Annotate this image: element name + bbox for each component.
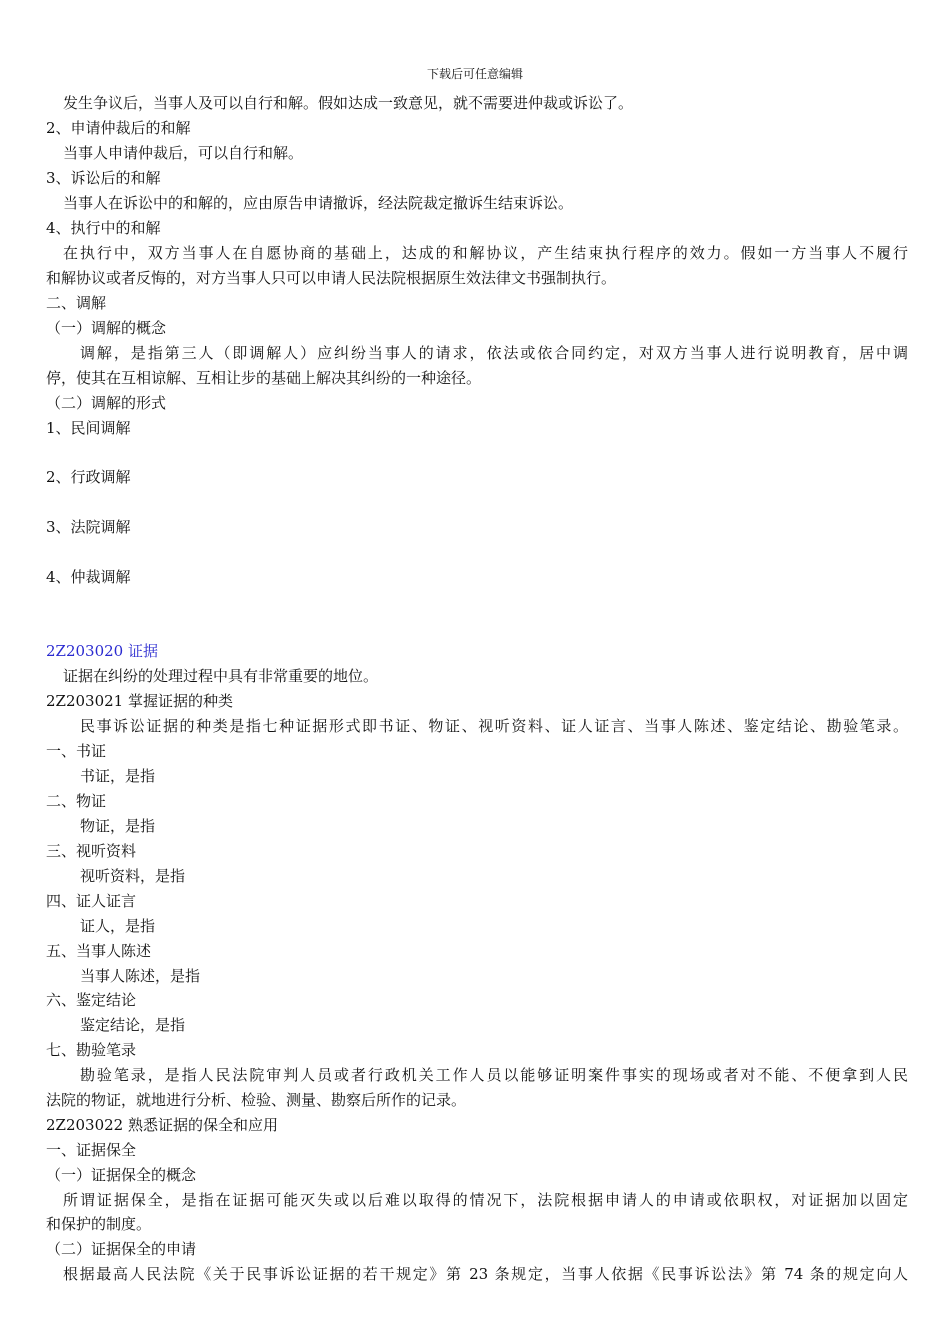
paragraph-line: 发生争议后，当事人及可以自行和解。假如达成一致意见，就不需要进仲裁或诉讼了。 bbox=[63, 94, 634, 112]
paragraph-line: 调解，是指第三人（即调解人）应纠纷当事人的请求，依法或依合同约定，对双方当事人进行说明教育，居中调 bbox=[80, 344, 908, 362]
subheading: 二、物证 bbox=[46, 792, 107, 810]
subheading: 2Z203022 熟悉证据的保全和应用 bbox=[46, 1116, 278, 1134]
paragraph-line: 法院的物证，就地进行分析、检验、测量、勘察后所作的记录。 bbox=[46, 1091, 467, 1109]
paragraph-line: 当事人陈述，是指 bbox=[80, 967, 201, 985]
paragraph-line: 当事人申请仲裁后，可以自行和解。 bbox=[63, 144, 304, 162]
subheading: 一、书证 bbox=[46, 742, 107, 760]
paragraph-line: 在执行中，双方当事人在自愿协商的基础上，达成的和解协议，产生结束执行程序的效力。假如一方当事人不履行 bbox=[63, 244, 908, 262]
subheading: （二）证据保全的申请 bbox=[46, 1240, 197, 1258]
subheading: 2Z203021 掌握证据的种类 bbox=[46, 692, 233, 710]
paragraph-line: 根据最高人民法院《关于民事诉讼证据的若干规定》第 23 条规定，当事人依据《民事诉讼法》第 74 条的规定向人 bbox=[63, 1265, 908, 1283]
section-heading-blue: 2Z203020 证据 bbox=[46, 642, 158, 660]
list-item: 3、法院调解 bbox=[46, 518, 131, 536]
paragraph-line: 和解协议或者反悔的，对方当事人只可以申请人民法院根据原生效法律文书强制执行。 bbox=[46, 269, 617, 287]
paragraph-line: 勘验笔录，是指人民法院审判人员或者行政机关工作人员以能够证明案件事实的现场或者对不能、不便拿到人民 bbox=[80, 1066, 908, 1084]
subheading: （二）调解的形式 bbox=[46, 394, 167, 412]
list-item: 2、行政调解 bbox=[46, 468, 131, 486]
paragraph-line: 书证，是指 bbox=[80, 767, 156, 785]
subheading: 六、鉴定结论 bbox=[46, 991, 137, 1009]
paragraph-line: 停，使其在互相谅解、互相让步的基础上解决其纠纷的一种途径。 bbox=[46, 369, 482, 387]
subheading: （一）调解的概念 bbox=[46, 319, 167, 337]
paragraph-line: 民事诉讼证据的种类是指七种证据形式即书证、物证、视听资料、证人证言、当事人陈述、鉴定结论、勘验笔录。 bbox=[80, 717, 908, 735]
section-heading: 一、证据保全 bbox=[46, 1141, 137, 1159]
subheading: 五、当事人陈述 bbox=[46, 942, 152, 960]
section-heading: 二、调解 bbox=[46, 294, 107, 312]
paragraph-line: 视听资料，是指 bbox=[80, 867, 186, 885]
paragraph-line: 鉴定结论，是指 bbox=[80, 1016, 186, 1034]
subheading: 四、证人证言 bbox=[46, 892, 137, 910]
subheading: （一）证据保全的概念 bbox=[46, 1166, 197, 1184]
list-item: 4、仲裁调解 bbox=[46, 568, 131, 586]
paragraph-line: 证人，是指 bbox=[80, 917, 156, 935]
paragraph-line: 所谓证据保全，是指在证据可能灭失或以后难以取得的情况下，法院根据申请人的申请或依职权，对证据加以固定 bbox=[63, 1191, 908, 1209]
subheading: 三、视听资料 bbox=[46, 842, 137, 860]
subheading: 七、勘验笔录 bbox=[46, 1041, 137, 1059]
paragraph-line: 物证，是指 bbox=[80, 817, 156, 835]
paragraph-line: 证据在纠纷的处理过程中具有非常重要的地位。 bbox=[63, 667, 379, 685]
list-item: 1、民间调解 bbox=[46, 419, 131, 437]
subheading: 2、申请仲裁后的和解 bbox=[46, 119, 191, 137]
subheading: 3、诉讼后的和解 bbox=[46, 169, 161, 187]
page-header: 下载后可任意编辑 bbox=[426, 67, 523, 81]
paragraph-line: 和保护的制度。 bbox=[46, 1215, 152, 1233]
paragraph-line: 当事人在诉讼中的和解的，应由原告申请撤诉，经法院裁定撤诉生结束诉讼。 bbox=[63, 194, 574, 212]
subheading: 4、执行中的和解 bbox=[46, 219, 161, 237]
